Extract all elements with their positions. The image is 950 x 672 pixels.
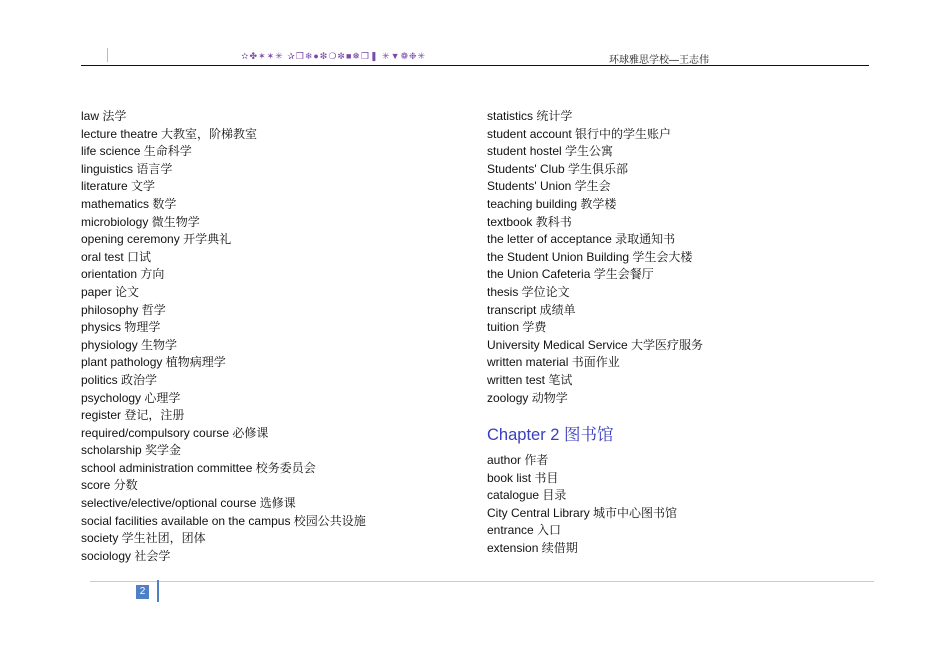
vocab-entry: statistics 统计学 <box>487 109 573 123</box>
vocab-entry: written material 书面作业 <box>487 355 620 370</box>
vocab-entry: Students' Union 学生会 <box>487 179 611 194</box>
vocab-entry: required/compulsory course 必修课 <box>81 425 269 440</box>
vocab-entry: Students' Club 学生俱乐部 <box>487 161 629 176</box>
vocab-entry: psychology 心理学 <box>81 390 181 405</box>
vocab-entry: tuition 学费 <box>487 320 547 335</box>
vocab-entry: catalogue 目录 <box>487 488 567 503</box>
vocab-entry: microbiology 微生物学 <box>81 214 200 229</box>
vocab-entry: mathematics 数学 <box>81 196 177 211</box>
vocab-entry: orientation 方向 <box>81 267 165 282</box>
page-header <box>81 48 869 66</box>
vocab-entry: school administration committee 校务委员会 <box>81 460 316 475</box>
vocab-entry: teaching building 教学楼 <box>487 196 617 211</box>
left-column <box>81 108 471 565</box>
vocab-entry: register 登记，注册 <box>81 408 185 423</box>
vocab-entry: society 学生社团，团体 <box>81 531 206 546</box>
vocab-entry: literature 文学 <box>81 179 156 194</box>
vocab-entry: student hostel 学生公寓 <box>487 144 614 159</box>
vocab-entry: book list 书目 <box>487 470 559 485</box>
vocab-entry: politics 政治学 <box>81 372 158 387</box>
vocab-entry: entrance 入口 <box>487 523 562 538</box>
page-number: 2 <box>136 585 149 599</box>
footer-accent-bar <box>157 580 159 602</box>
vocab-entry: philosophy 哲学 <box>81 302 166 317</box>
vocab-entry: written test 笔试 <box>487 372 573 387</box>
vocab-entry: extension 续借期 <box>487 541 578 556</box>
vocab-entry: social facilities available on the campus 校园公共设施 <box>81 513 366 528</box>
header-tick-mark <box>107 48 108 62</box>
vocab-entry: law 法学 <box>81 109 127 123</box>
vocab-entry: life science 生命科学 <box>81 144 192 159</box>
vocab-entry: textbook 教科书 <box>487 214 572 229</box>
vocab-entry: opening ceremony 开学典礼 <box>81 232 232 247</box>
header-decoration: ✫✤✶✶✳ ✰❒❄●❇❍✼■❅❒❚ ✳▼❁❉✳ <box>241 51 427 61</box>
vocab-entry: score 分数 <box>81 478 138 493</box>
vocab-entry: University Medical Service 大学医疗服务 <box>487 337 704 352</box>
vocab-entry: paper 论文 <box>81 284 140 299</box>
right-column <box>487 108 877 558</box>
vocab-entry: oral test 口试 <box>81 249 152 264</box>
vocab-entry: physiology 生物学 <box>81 337 178 352</box>
vocab-entry: transcript 成绩单 <box>487 302 576 317</box>
vocab-entry: lecture theatre 大教室，阶梯教室 <box>81 126 258 141</box>
vocab-entry: student account 银行中的学生账户 <box>487 126 672 141</box>
vocab-entry: plant pathology 植物病理学 <box>81 355 226 370</box>
vocab-entry: linguistics 语言学 <box>81 161 173 176</box>
vocab-entry: scholarship 奖学金 <box>81 443 182 458</box>
vocab-entry: the letter of acceptance 录取通知书 <box>487 232 676 247</box>
vocab-entry: sociology 社会学 <box>81 548 171 563</box>
vocab-entry: the Student Union Building 学生会大楼 <box>487 249 693 264</box>
vocab-entry: zoology 动物学 <box>487 390 568 405</box>
header-school-name: 环球雅思学校—王志伟 <box>609 55 709 66</box>
vocab-entry: physics 物理学 <box>81 320 161 335</box>
footer-divider <box>90 581 874 582</box>
vocab-entry: thesis 学位论文 <box>487 284 570 299</box>
vocab-entry: City Central Library 城市中心图书馆 <box>487 505 678 520</box>
vocab-entry: the Union Cafeteria 学生会餐厅 <box>487 267 654 282</box>
vocab-entry: author 作者 <box>487 453 549 468</box>
chapter-heading: Chapter 2 图书馆 <box>487 426 614 445</box>
vocab-entry: selective/elective/optional course 选修课 <box>81 496 296 511</box>
